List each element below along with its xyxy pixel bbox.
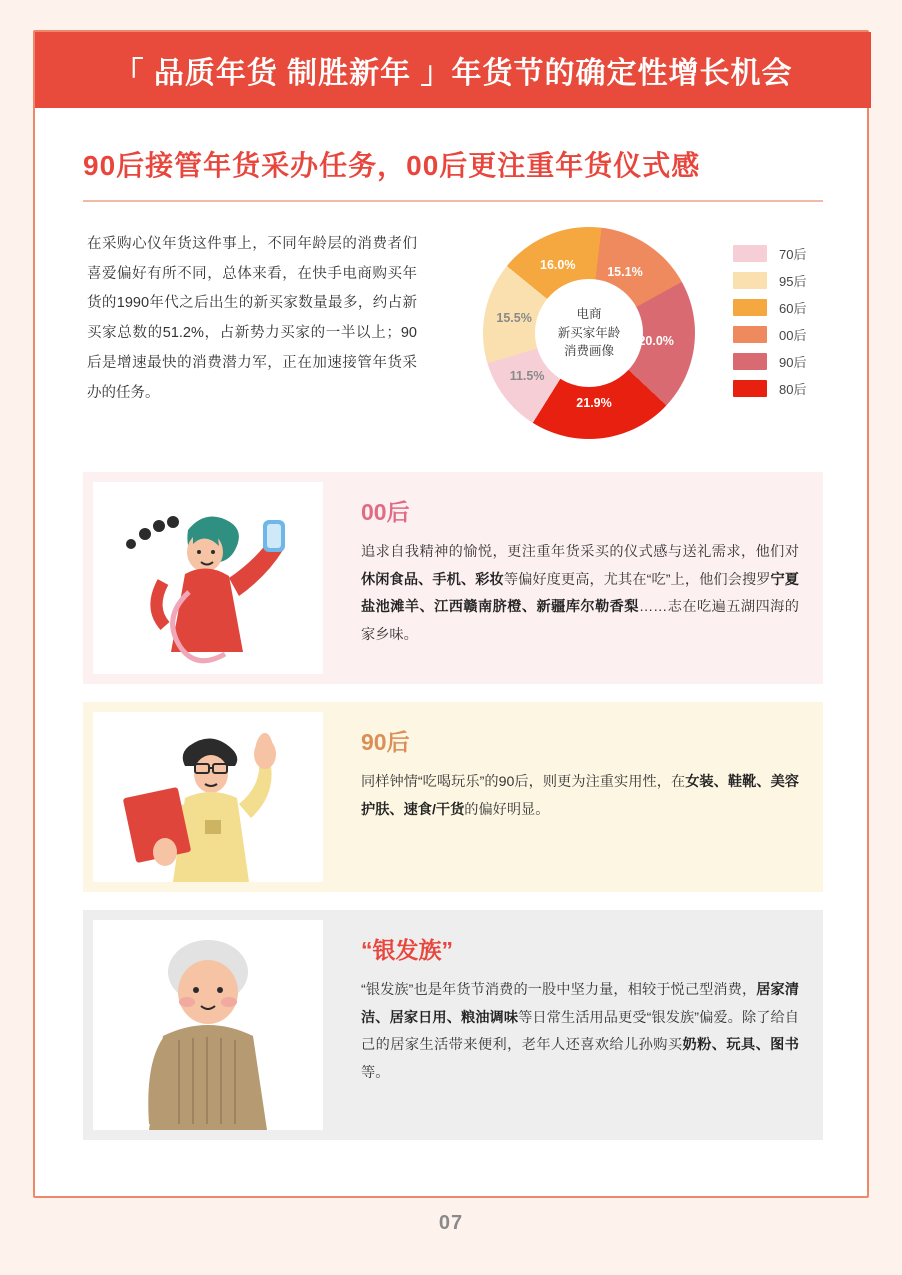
legend-item-60后 bbox=[733, 298, 833, 317]
donut-center-line2: 新买家年龄 bbox=[557, 325, 621, 340]
age-distribution-chart bbox=[465, 222, 825, 457]
card-00hou-image bbox=[83, 472, 333, 684]
legend-swatch-icon bbox=[733, 272, 767, 289]
slice-label-90后: 20.0% bbox=[638, 333, 674, 348]
card-90hou-text: 同样钟情“吃喝玩乐”的90后，则更为注重实用性，在女装、鞋靴、美容护肤、速食/干货的偏好明显。 bbox=[361, 774, 799, 818]
slice-label-70后: 11.5% bbox=[509, 368, 545, 383]
illustration-90hou bbox=[93, 712, 323, 882]
legend-label: 95后 bbox=[779, 274, 807, 289]
illustration-silver-svg bbox=[93, 920, 323, 1130]
illustration-00hou bbox=[93, 482, 323, 674]
divider bbox=[83, 200, 823, 202]
donut-chart bbox=[483, 227, 695, 439]
card-90hou-image bbox=[83, 702, 333, 892]
legend-label: 90后 bbox=[779, 355, 807, 370]
legend-label: 60后 bbox=[779, 301, 807, 316]
legend-item-90后 bbox=[733, 352, 833, 371]
slice-label-60后: 16.0% bbox=[540, 258, 576, 273]
slice-label-00后: 15.1% bbox=[607, 265, 643, 280]
legend-swatch-icon bbox=[733, 326, 767, 343]
card-silver-text: “银发族”也是年货节消费的一股中坚力量，相较于悦己型消费，居家清洁、居家日用、粮油调味等日常生活用品更受“银发族”偏爱。除了给自己的居家生活带来便利，老年人还喜欢给儿孙购买奶粉、玩具、图书等。 bbox=[361, 982, 799, 1082]
donut-center-line1: 电商 bbox=[576, 306, 602, 321]
legend-item-70后 bbox=[733, 244, 833, 263]
illustration-silver bbox=[93, 920, 323, 1130]
legend-label: 70后 bbox=[779, 247, 807, 262]
donut-center-label bbox=[535, 279, 643, 387]
illustration-90hou-svg bbox=[93, 712, 323, 882]
card-silver-title: “银发族” bbox=[361, 937, 453, 963]
card-90hou-title: 90后 bbox=[361, 729, 410, 755]
legend-label: 00后 bbox=[779, 328, 807, 343]
illustration-00hou-svg bbox=[93, 482, 323, 674]
legend-swatch-icon bbox=[733, 353, 767, 370]
card-00hou-text: 追求自我精神的愉悦，更注重年货采买的仪式感与送礼需求，他们对休闲食品、手机、彩妆等偏好度更高，尤其在“吃”上，他们会搜罗宁夏盐池滩羊、江西赣南脐橙、新疆库尔勒香梨……志在吃遍五湖四海的家乡味。 bbox=[361, 544, 799, 644]
intro-paragraph: 在采购心仪年货这件事上，不同年龄层的消费者们喜爱偏好有所不同，总体来看，在快手电商购买年货的1990年代之后出生的新买家数量最多，约占新买家总数的51.2%，占新势力买家的一半以上；90后是增速最快的消费潜力军，正在加速接管年货采办的任务。 bbox=[87, 236, 417, 401]
page-title: 「 品质年货 制胜新年 」年货节的确定性增长机会 bbox=[113, 57, 793, 90]
slice-label-95后: 15.5% bbox=[496, 310, 532, 325]
legend-item-80后 bbox=[733, 379, 833, 398]
card-00hou bbox=[83, 472, 823, 684]
page-frame bbox=[33, 30, 869, 1198]
card-90hou-body bbox=[333, 702, 823, 838]
chart-legend bbox=[733, 244, 833, 406]
legend-label: 80后 bbox=[779, 382, 807, 397]
card-silver bbox=[83, 910, 823, 1140]
legend-item-95后 bbox=[733, 271, 833, 290]
legend-item-00后 bbox=[733, 325, 833, 344]
card-00hou-title: 00后 bbox=[361, 499, 410, 525]
page-title-bar bbox=[35, 32, 871, 108]
card-90hou bbox=[83, 702, 823, 892]
legend-swatch-icon bbox=[733, 380, 767, 397]
donut-center-line3: 消费画像 bbox=[563, 344, 614, 359]
legend-swatch-icon bbox=[733, 245, 767, 262]
section-headline: 90后接管年货采办任务，00后更注重年货仪式感 bbox=[83, 150, 701, 181]
card-silver-image bbox=[83, 910, 333, 1140]
legend-swatch-icon bbox=[733, 299, 767, 316]
page-number: 07 bbox=[438, 1212, 464, 1234]
slice-label-80后: 21.9% bbox=[576, 396, 612, 411]
card-00hou-body bbox=[333, 472, 823, 664]
card-silver-body bbox=[333, 910, 823, 1102]
